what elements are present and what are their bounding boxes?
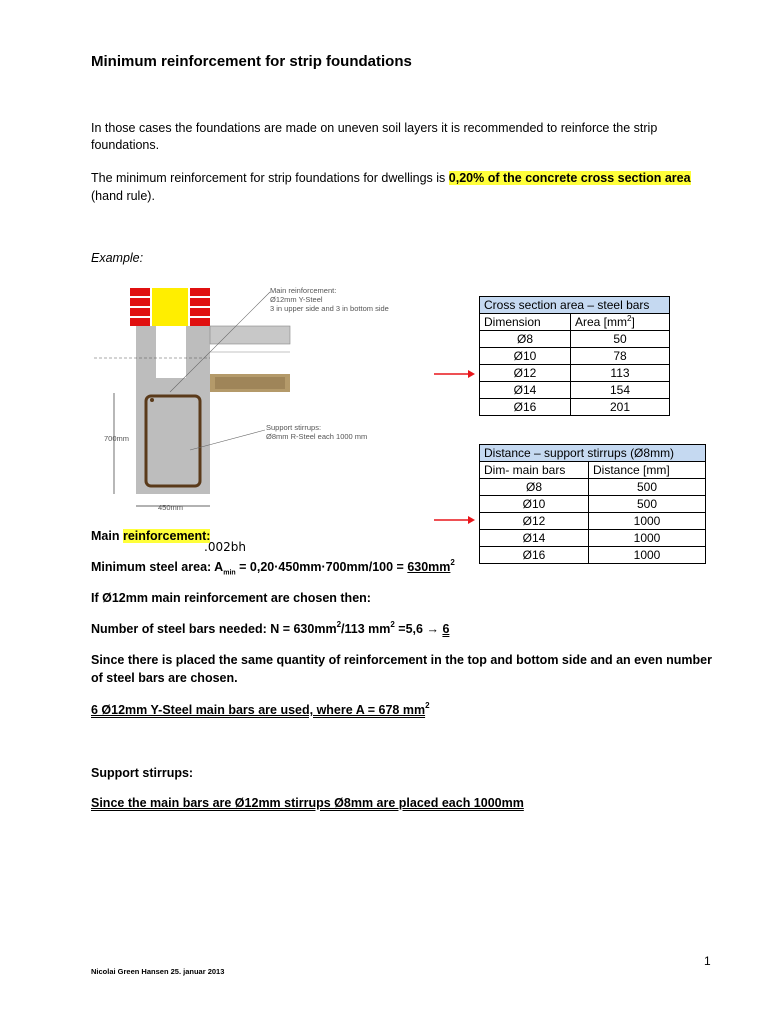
table-cell: 201: [571, 399, 670, 416]
result-text: 6 Ø12mm Y-Steel main bars are used, where A = 678 mm: [91, 703, 426, 717]
table-cell: Ø16: [480, 547, 589, 564]
table-cell: Ø12: [480, 513, 589, 530]
dimension-700-label: 700mm: [104, 434, 130, 443]
example-label: Example:: [91, 251, 144, 265]
main-reinforcement-annotation: [270, 286, 389, 313]
table-cell: 1000: [589, 513, 706, 530]
page-title: Minimum reinforcement for strip foundations: [91, 53, 412, 70]
superscript: 2: [390, 620, 395, 629]
dimension-450-label: 450mm: [158, 503, 184, 512]
result-value: 6: [442, 622, 450, 636]
concrete-wall-right: [186, 326, 210, 378]
table-cell: 1000: [589, 530, 706, 547]
column-header: Dim- main bars: [480, 462, 589, 479]
table-cell: 500: [589, 496, 706, 513]
stirrup-annotation: [266, 423, 367, 441]
stirrup-distance-table: [479, 444, 706, 564]
header-sup: 2: [627, 313, 632, 323]
concrete-wall-left: [136, 326, 156, 378]
table-cell: 500: [589, 479, 706, 496]
brick-wall-left: [130, 288, 150, 326]
result-value: 630mm: [407, 560, 451, 574]
annotation-line: Main reinforcement:: [270, 286, 337, 295]
brick-wall-right: [190, 288, 210, 326]
arrow-icon: [432, 368, 476, 380]
intro-paragraph-line1: In those cases the foundations are made on uneven soil layers it is recommended to reinforce the strip: [91, 121, 658, 135]
column-header: Distance [mm]: [589, 462, 706, 479]
highlighted-rule: 0,20% of the concrete cross section area: [448, 171, 691, 185]
text: Minimum steel area: A: [91, 560, 224, 574]
arrow-icon: [432, 514, 476, 526]
table-row: [480, 365, 670, 382]
table-cell: Ø12: [480, 365, 571, 382]
column-header: Dimension: [480, 314, 571, 331]
insulation-block: [152, 288, 188, 326]
support-stirrups-text: Since the main bars are Ø12mm stirrups Ø8mm are placed each 1000mm: [91, 796, 524, 810]
table-cell: 78: [571, 348, 670, 365]
annotation-line: Ø8mm R-Steel each 1000 mm: [266, 432, 368, 441]
min-steel-area-line: [91, 558, 455, 583]
overlay-formula: .002bh: [204, 540, 246, 554]
annotation-line: 3 in upper side and 3 in bottom side: [270, 304, 389, 313]
table-cell: Ø14: [480, 530, 589, 547]
page-number: 1: [704, 954, 711, 968]
table-cell: Ø16: [480, 399, 571, 416]
table-row: [480, 331, 670, 348]
intro-paragraph2-line1: [91, 169, 691, 187]
number-of-bars-line: [91, 620, 449, 638]
table-cell: Ø10: [480, 348, 571, 365]
table-row: [480, 382, 670, 399]
superscript: 2: [425, 701, 430, 710]
table-row: [480, 547, 706, 564]
since-line1: Since there is placed the same quantity of reinforcement in the top and bottom side and an even number: [91, 653, 712, 667]
table-row: [480, 399, 670, 416]
table-title: Distance – support stirrups (Ø8mm): [480, 445, 706, 462]
table-row: [480, 513, 706, 530]
subscript: min: [223, 569, 236, 577]
since-line2: of steel bars are chosen.: [91, 671, 238, 685]
floor-slab: [210, 326, 290, 344]
table-row: [480, 496, 706, 513]
intro-paragraph2-line2: (hand rule).: [91, 189, 155, 203]
result-line: [91, 701, 430, 719]
table-cell: 50: [571, 331, 670, 348]
text: = 0,20·450mm·700mm/100 =: [235, 560, 408, 574]
heading-text: Main: [91, 529, 123, 543]
superscript: 2: [450, 558, 455, 567]
table-row: [480, 479, 706, 496]
foundation-section-figure: [90, 280, 440, 520]
table-cell: Ø8: [480, 479, 589, 496]
intro-paragraph-line2: foundations.: [91, 138, 160, 152]
text: =5,6 →: [394, 622, 443, 636]
table-row: [480, 348, 670, 365]
table-cell: 1000: [589, 547, 706, 564]
table-row: [480, 530, 706, 547]
if-chosen-line: If Ø12mm main reinforcement are chosen then:: [91, 591, 371, 605]
text: /113 mm: [341, 622, 391, 636]
table-cell: Ø10: [480, 496, 589, 513]
intro-text: The minimum reinforcement for strip foundations for dwellings is: [91, 171, 449, 185]
heading-highlight: reinforcement:: [122, 529, 211, 543]
main-reinforcement-heading: [91, 527, 210, 545]
header-text: ]: [631, 314, 635, 329]
table-cell: Ø8: [480, 331, 571, 348]
header-text: Area [mm: [575, 314, 628, 329]
superscript: 2: [336, 620, 342, 629]
text: Number of steel bars needed: N = 630mm: [91, 622, 337, 636]
cross-section-area-table: [479, 296, 670, 416]
annotation-line: Ø12mm Y-Steel: [270, 295, 323, 304]
table-cell: Ø14: [480, 382, 571, 399]
support-stirrups-heading: Support stirrups:: [91, 766, 194, 780]
table-cell: 113: [571, 365, 670, 382]
table-title: Cross section area – steel bars: [480, 297, 670, 314]
annotation-line: Support stirrups:: [266, 423, 322, 432]
footer-text: Nicolai Green Hansen 25. januar 2013: [91, 967, 225, 976]
column-header: [571, 314, 670, 331]
table-cell: 154: [571, 382, 670, 399]
